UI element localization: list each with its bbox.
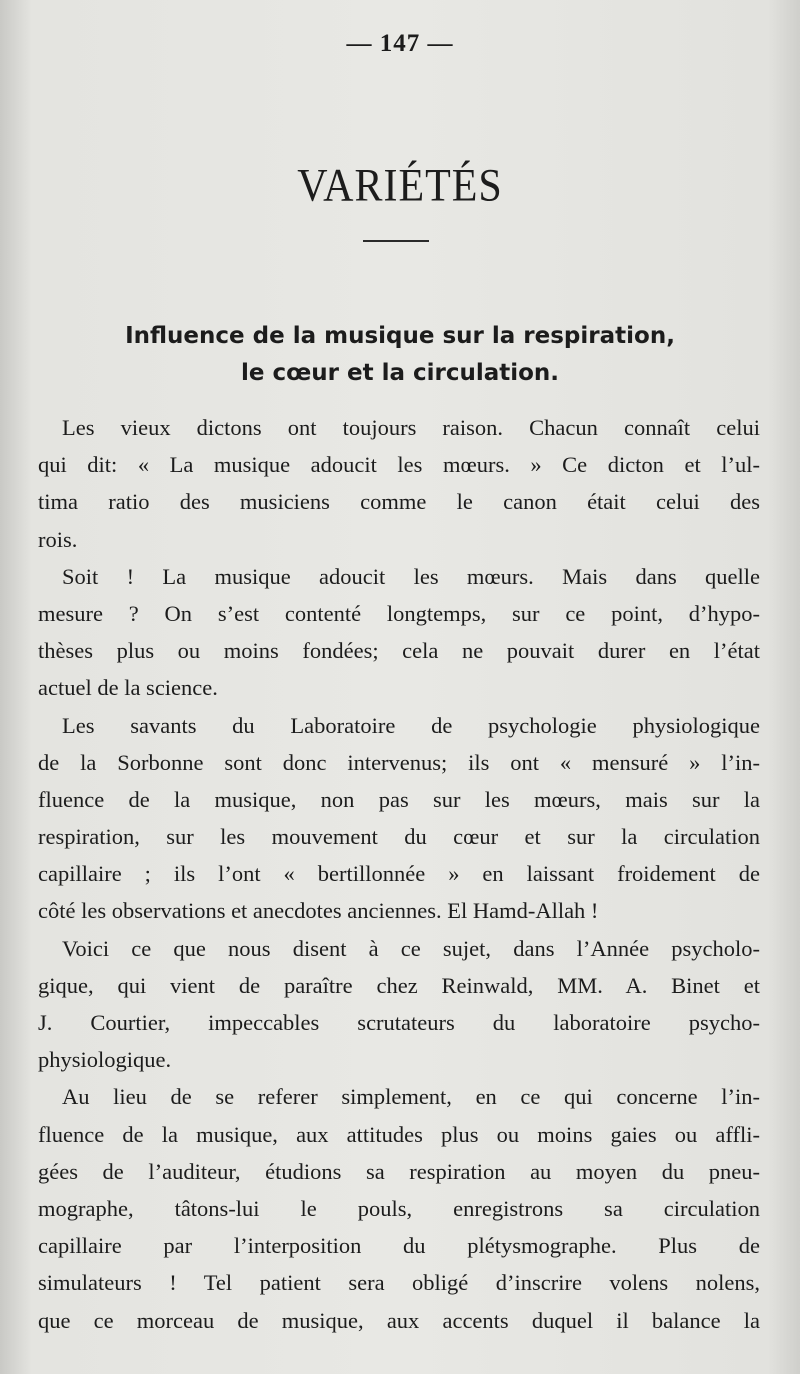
article-title-line: Influence de la musique sur la respiration, xyxy=(125,323,675,349)
text-line: mographe, tâtons-lui le pouls, enregistrons sa circulation xyxy=(38,1195,760,1221)
text-line: gique, qui vient de paraître chez Reinwald, MM. A. Binet et xyxy=(38,972,760,998)
text-line: respiration, sur les mouvement du cœur et sur la circulation xyxy=(38,824,760,850)
article-title xyxy=(40,318,760,392)
text-line: thèses plus ou moins fondées; cela ne pouvait durer en l’état xyxy=(38,638,760,664)
text-line: Soit ! La musique adoucit les mœurs. Mais dans quelle xyxy=(62,563,760,589)
title-divider xyxy=(363,240,429,242)
page-number: — 147 — xyxy=(346,30,454,57)
article-title-line: le cœur et la circulation. xyxy=(240,360,560,386)
text-line: Au lieu de se referer simplement, en ce qui concerne l’in- xyxy=(62,1084,760,1110)
text-line: simulateurs ! Tel patient sera obligé d’inscrire volens nolens, xyxy=(38,1270,760,1296)
text-line: gées de l’auditeur, étudions sa respiration au moyen du pneu- xyxy=(38,1158,760,1184)
text-line: rois. xyxy=(38,526,78,552)
text-line: Les savants du Laboratoire de psychologie physiologique xyxy=(62,712,760,738)
text-line: J. Courtier, impeccables scrutateurs du laboratoire psycho- xyxy=(38,1010,760,1035)
text-line: Les vieux dictons ont toujours raison. Chacun connaît celui xyxy=(62,415,760,440)
text-line: qui dit: « La musique adoucit les mœurs. » Ce dicton et l’ul- xyxy=(38,452,760,478)
text-line: côté les observations et anecdotes anciennes. El Hamd-Allah ! xyxy=(38,898,599,924)
text-line: de la Sorbonne sont donc intervenus; ils ont « mensuré » l’in- xyxy=(38,749,760,775)
text-line: actuel de la science. xyxy=(38,675,218,701)
text-line: tima ratio des musiciens comme le canon était celui des xyxy=(38,489,760,515)
text-line: physiologique. xyxy=(38,1047,172,1073)
text-line: capillaire ; ils l’ont « bertillonnée » en laissant froidement de xyxy=(38,861,760,887)
text-line: mesure ? On s’est contenté longtemps, sur ce point, d’hypo- xyxy=(38,600,760,626)
text-line: fluence de la musique, non pas sur les mœurs, mais sur la xyxy=(38,786,760,812)
text-line: fluence de la musique, aux attitudes plus ou moins gaies ou affli- xyxy=(38,1121,760,1147)
article-body xyxy=(38,409,760,1339)
text-line: Voici ce que nous disent à ce sujet, dans l’Année psycholo- xyxy=(62,935,760,961)
section-title: VARIÉTÉS xyxy=(297,160,503,212)
text-line: capillaire par l’interposition du plétysmographe. Plus de xyxy=(38,1233,760,1259)
text-line: que ce morceau de musique, aux accents duquel il balance la xyxy=(38,1307,760,1333)
